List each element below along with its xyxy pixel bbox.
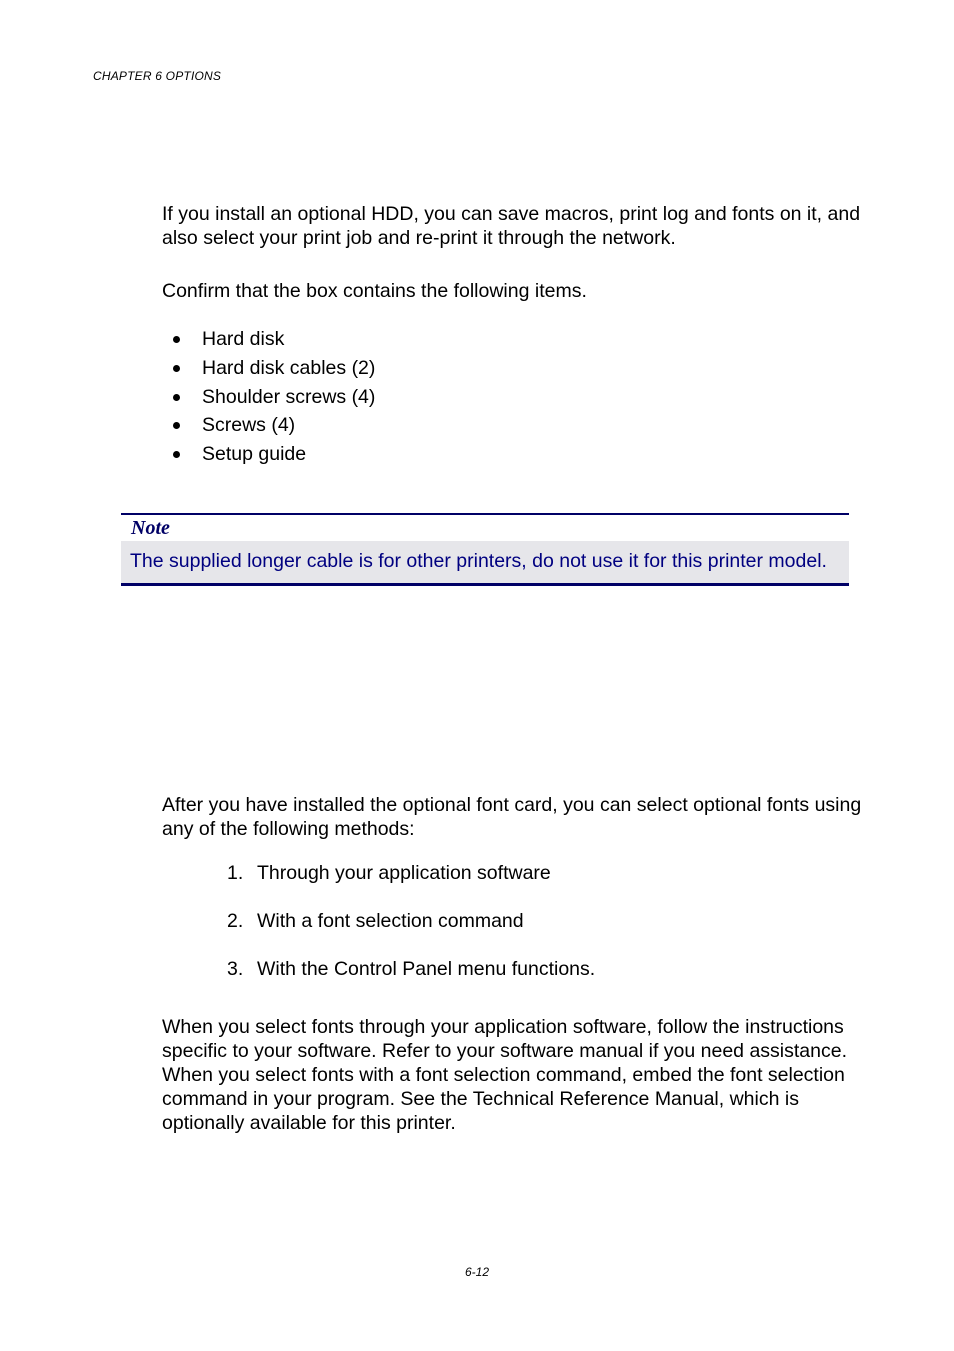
bullet-icon (173, 365, 180, 372)
fontcard-intro-paragraph: After you have installed the optional font card, you can select optional fonts using any of the following methods: (162, 794, 862, 840)
list-item-text: With the Control Panel menu functions. (257, 958, 596, 980)
fontcard-detail-paragraph: When you select fonts through your application software, follow the instructions specific to your software. Refer to your software manual if you need assistance. When you select fonts with a font selection command, embed the font selection command in your program. See the Technical Reference Manual, which is optionally available for this printer. (162, 1016, 847, 1134)
list-item-number: 2. (227, 910, 244, 932)
list-item-text: With a font selection command (257, 910, 524, 932)
list-item-number: 3. (227, 958, 244, 980)
hdd-intro-paragraph: If you install an optional HDD, you can save macros, print log and fonts on it, and also select your print job and re-print it through the network. (162, 203, 861, 249)
list-item (162, 354, 375, 383)
bullet-icon (173, 394, 180, 401)
list-item (227, 956, 595, 1004)
list-item (227, 908, 595, 956)
list-item-text: Setup guide (202, 443, 307, 466)
list-item-text: Hard disk cables (2) (202, 356, 376, 379)
font-methods-list (227, 860, 595, 1004)
list-item (162, 440, 375, 469)
list-item (162, 411, 375, 440)
list-item (162, 383, 375, 412)
bullet-icon (173, 422, 180, 429)
list-item-text: Shoulder screws (4) (202, 385, 376, 408)
note-text: The supplied longer cable is for other printers, do not use it for this printer model. (121, 541, 849, 583)
list-item-text: Screws (4) (202, 414, 296, 437)
note-title: Note (121, 515, 849, 541)
list-item (162, 325, 375, 354)
bullet-icon (173, 451, 180, 458)
hdd-items-list (162, 325, 375, 469)
page-number: 6-12 (464, 1265, 490, 1279)
hdd-confirm-paragraph: Confirm that the box contains the following items. (162, 280, 587, 302)
list-item-number: 1. (227, 862, 244, 884)
note-box (121, 513, 849, 586)
list-item-text: Through your application software (257, 862, 551, 884)
list-item-text: Hard disk (202, 328, 285, 350)
list-item (227, 860, 595, 908)
bullet-icon (173, 336, 180, 343)
chapter-header: CHAPTER 6 OPTIONS (93, 69, 222, 83)
